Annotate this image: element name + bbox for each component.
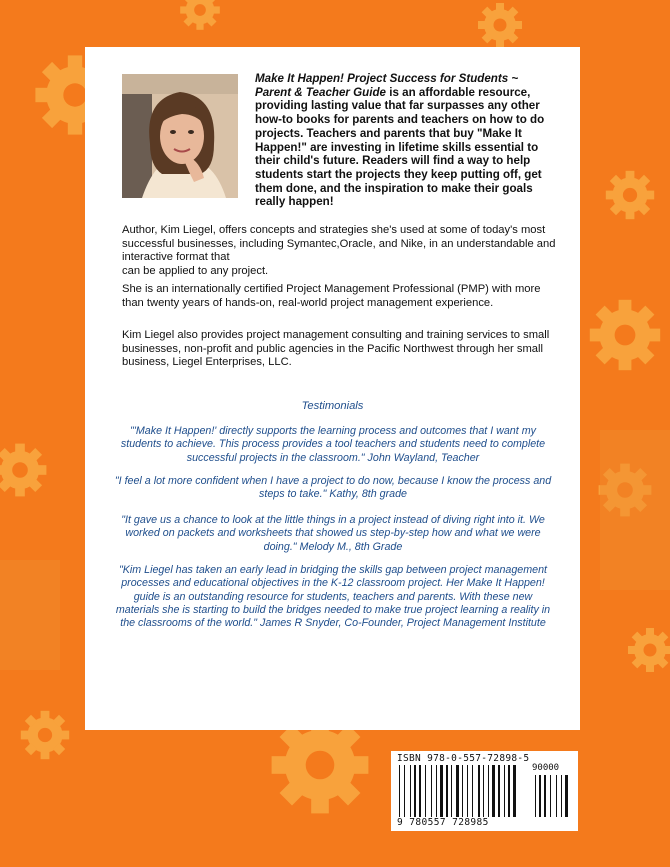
price-code: 90000 [532,763,560,773]
pmp-paragraph: She is an internationally certified Project Management Professional (PMP) with more than twenty years of hands-on, real-world project management experience. [122,283,541,309]
gear-icon [606,171,654,219]
testimonial-quote: "I feel a lot more confident when I have a project to do now, because I know the process and steps to take." Kathy, 8th grade [114,475,552,501]
intro-paragraph [255,72,555,209]
gear-icon [0,444,46,497]
testimonial-quote: "'Make It Happen!' directly supports the learning process and outcomes that I want my students to achieve. This process provides a tool teachers and students need to complete successful projects in the classroom." John Wayland, Teacher [120,425,546,464]
testimonial-quote: "It gave us a chance to look at the little things in a project instead of diving right into it. We worked on packets and worksheets that showed us step-by-step how and what we were doing." Melody M., 8th Grade [121,514,545,553]
book-title: Make It Happen! Project Success for Students ~ Parent & Teacher Guide [255,72,519,99]
isbn-number: ISBN 978-0-557-72898-5 [397,753,530,764]
isbn-barcode [391,751,578,831]
gear-icon [590,300,660,370]
gear-icon [478,3,522,47]
testimonials-heading: Testimonials [301,400,364,412]
gear-icon [180,0,220,30]
gear-icon [628,628,670,672]
barcode-digits: 9 780557 728985 [397,817,489,828]
author-portrait-icon [122,74,238,198]
author-text-b: can be applied to any project. [122,264,269,277]
back-cover-panel [85,47,580,730]
gear-icon [272,717,369,814]
author-paragraph [122,224,562,278]
testimonial-quote: "Kim Liegel has taken an early lead in bridging the skills gap between project management processes and educational objectives in the K-12 classroom project. Her Make It Happen! guide is an outstanding resource for students, teachers and parents. With these new materials she is starting to build the bridges needed to make true project learning a reality in the classrooms of the world." James R Snyder, Co-Founder, Project Management Institute [115,564,551,630]
gear-icon [21,711,69,759]
consulting-paragraph: Kim Liegel also provides project management consulting and training services to small businesses, non-profit and public agencies in the Pacific Northwest through her small business, Liegel Enterprises, LLC. [122,329,550,368]
author-photo [122,74,238,198]
intro-text: is an affordable resource, providing lasting value that far surpasses any other how-to books for parents and teachers on how to do projects. Teachers and parents that buy "Make It Happen!" are investing in lifetime skills essential to their child's future. Readers will find a way to help students start the projects they keep putting off, get them done, and the inspiration to make their goals really happen! [255,85,545,209]
author-text-a: Author, Kim Liegel, offers concepts and strategies she's used at some of today's most successful businesses, including Symantec,Oracle, and Nike, in an understandable and interactive format that [122,224,556,263]
